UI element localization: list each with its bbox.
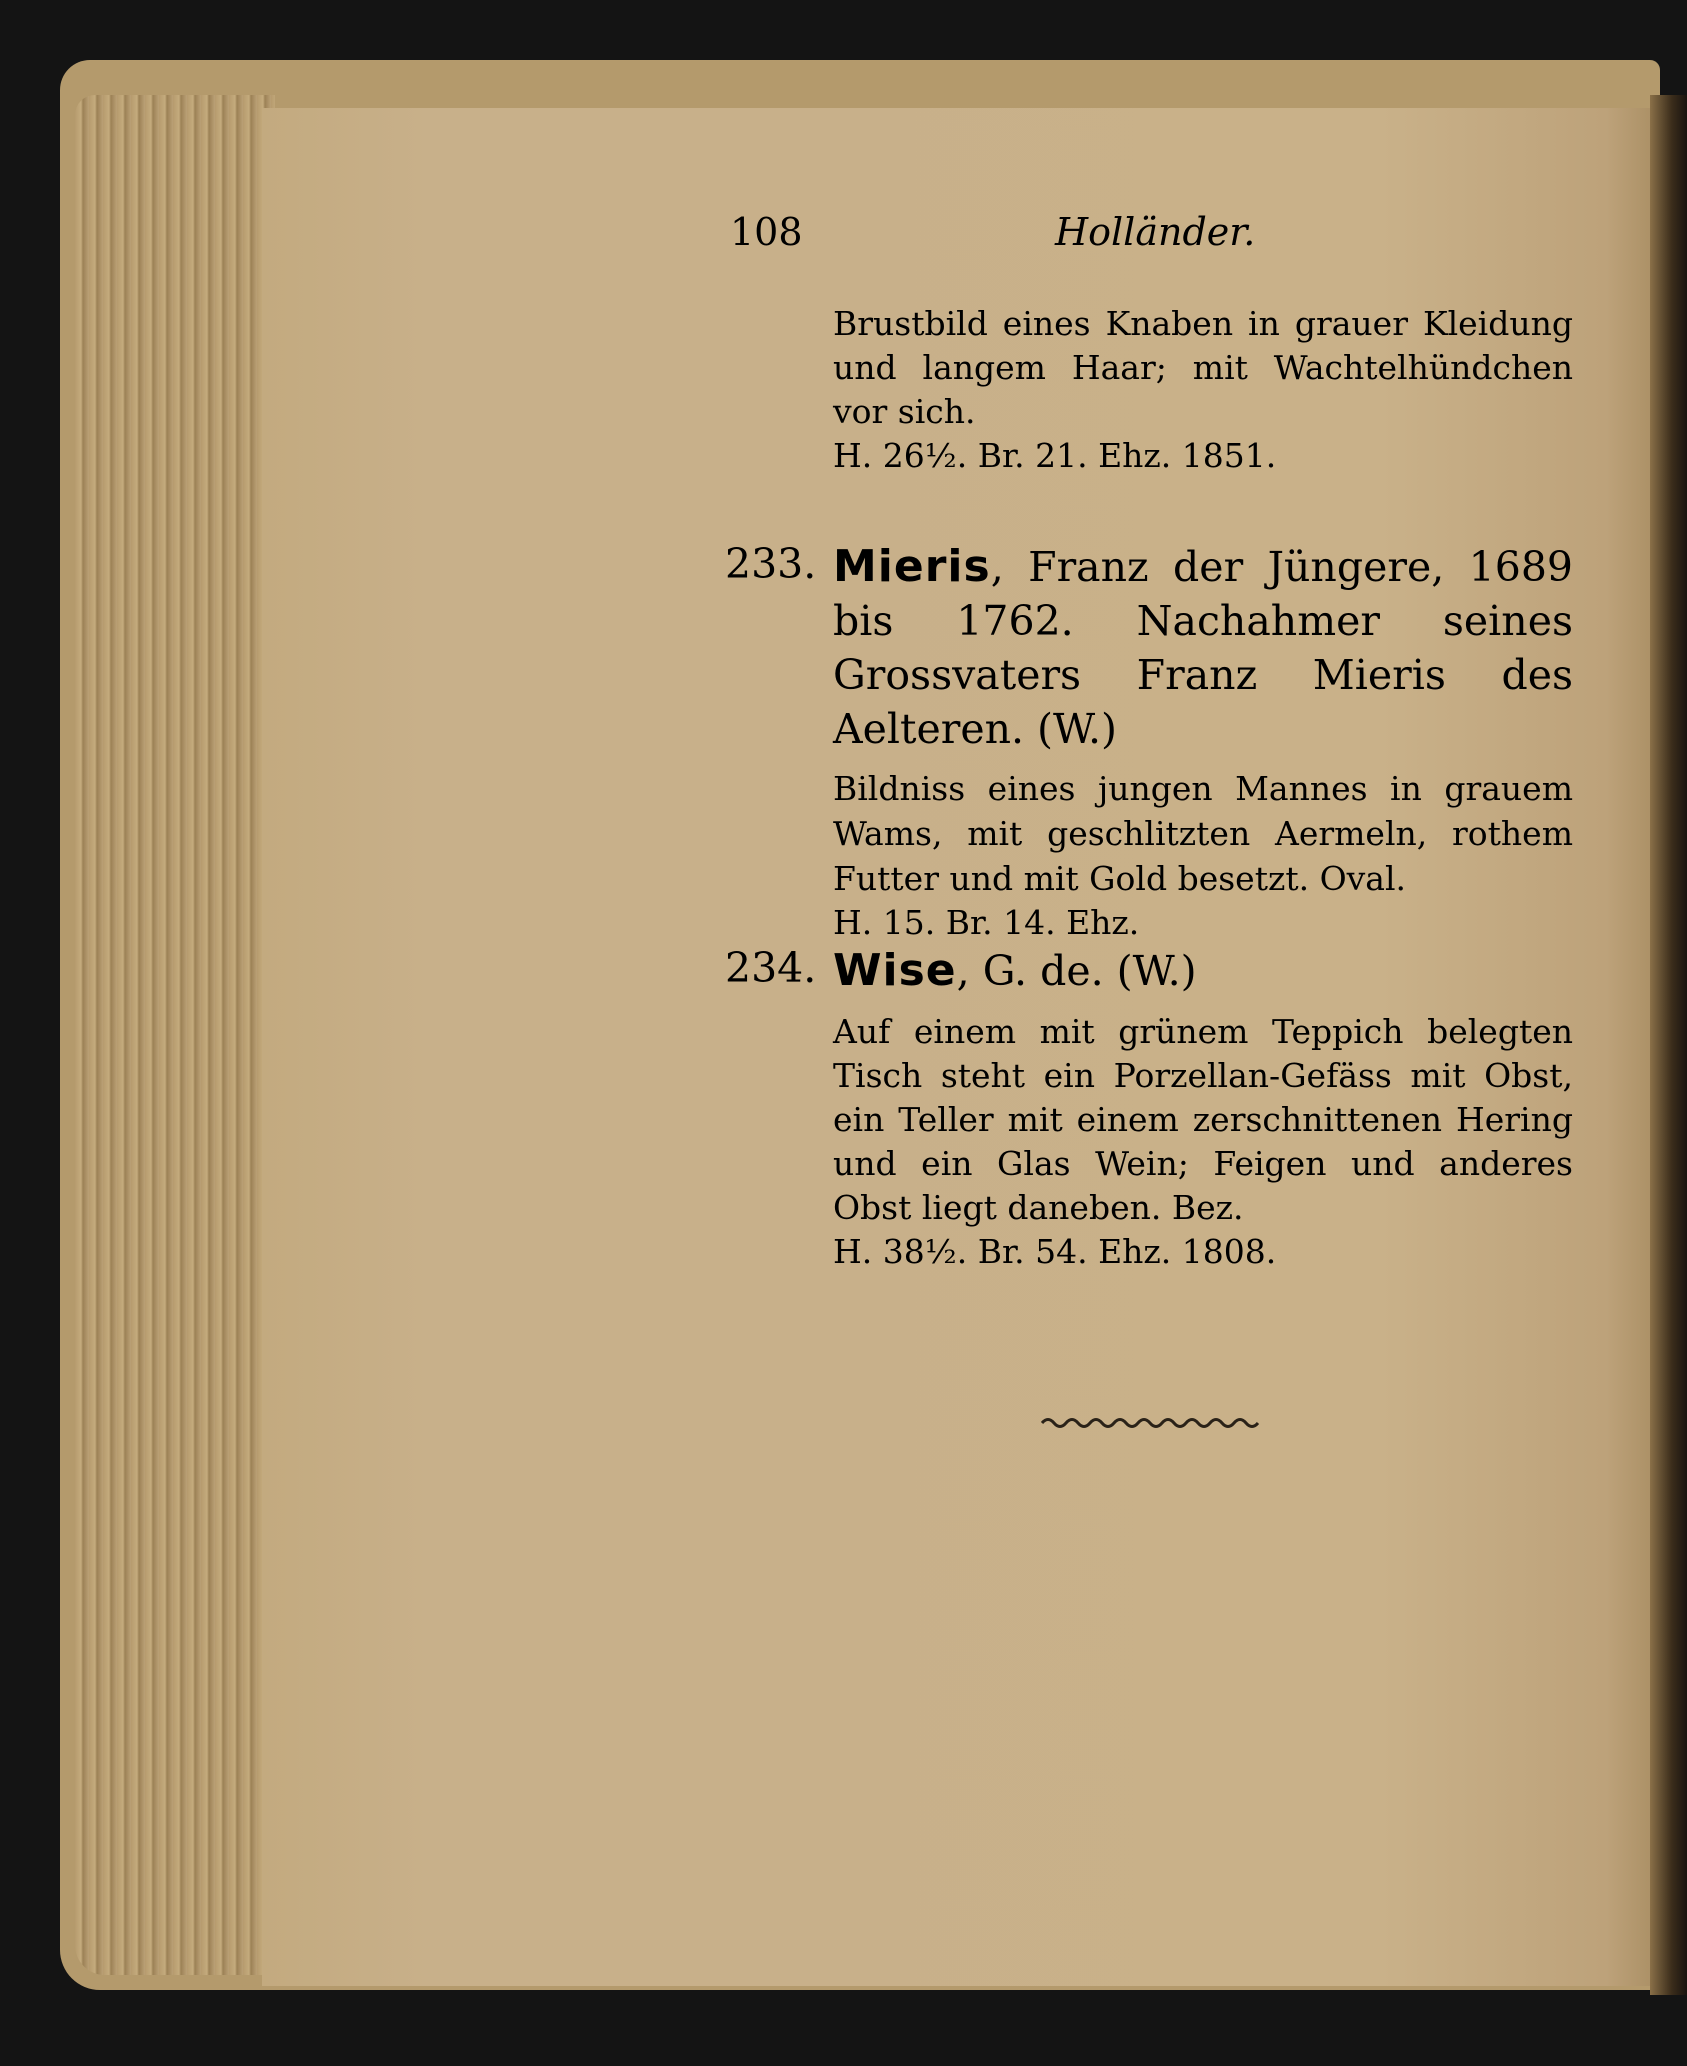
continuation-entry <box>833 302 1573 478</box>
catalog-entry <box>833 540 1573 945</box>
catalog-entry <box>833 944 1573 1274</box>
entry-dimensions: H. 15. Br. 14. Ehz. <box>833 903 1140 942</box>
artist-name: Wise <box>833 945 957 996</box>
entry-heading <box>833 944 1573 998</box>
spine-shadow <box>1650 95 1687 1995</box>
entry-heading-text: , G. de. (W.) <box>956 947 1197 995</box>
entry-description: Brustbild eines Knaben in grauer Kleidung und langem Haar; mit Wachtelhündchen vor sich. <box>833 304 1573 431</box>
page-header <box>730 210 1290 270</box>
entry-description: Auf einem mit grünem Teppich belegten Tisch steht ein Porzellan-Gefäss mit Obst, ein Teller mit einem zerschnittenen Hering und ein Glas Wein; Feigen und anderes Obst liegt daneben. Bez. <box>833 1012 1573 1227</box>
wavy-rule-ornament <box>1040 1412 1260 1434</box>
running-head: Holländer. <box>1055 210 1256 254</box>
entry-number: 233. <box>725 540 817 588</box>
entry-number: 234. <box>725 944 817 992</box>
page-number: 108 <box>730 210 803 254</box>
entry-dimensions: H. 26½. Br. 21. Ehz. 1851. <box>833 436 1277 475</box>
entry-heading <box>833 540 1573 756</box>
entry-description: Bildniss eines jungen Mannes in grauem Wams, mit geschlitzten Aermeln, rothem Futter und mit Gold besetzt. Oval. <box>833 769 1573 898</box>
page-stack-edge <box>75 95 275 1975</box>
entry-dimensions: H. 38½. Br. 54. Ehz. 1808. <box>833 1232 1277 1271</box>
artist-name: Mieris <box>833 541 991 592</box>
entry-heading-text: , Franz der Jüngere, 1689 bis 1762. Nachahmer seines Grossvaters Franz Mieris des Aelteren. (W.) <box>833 543 1573 753</box>
